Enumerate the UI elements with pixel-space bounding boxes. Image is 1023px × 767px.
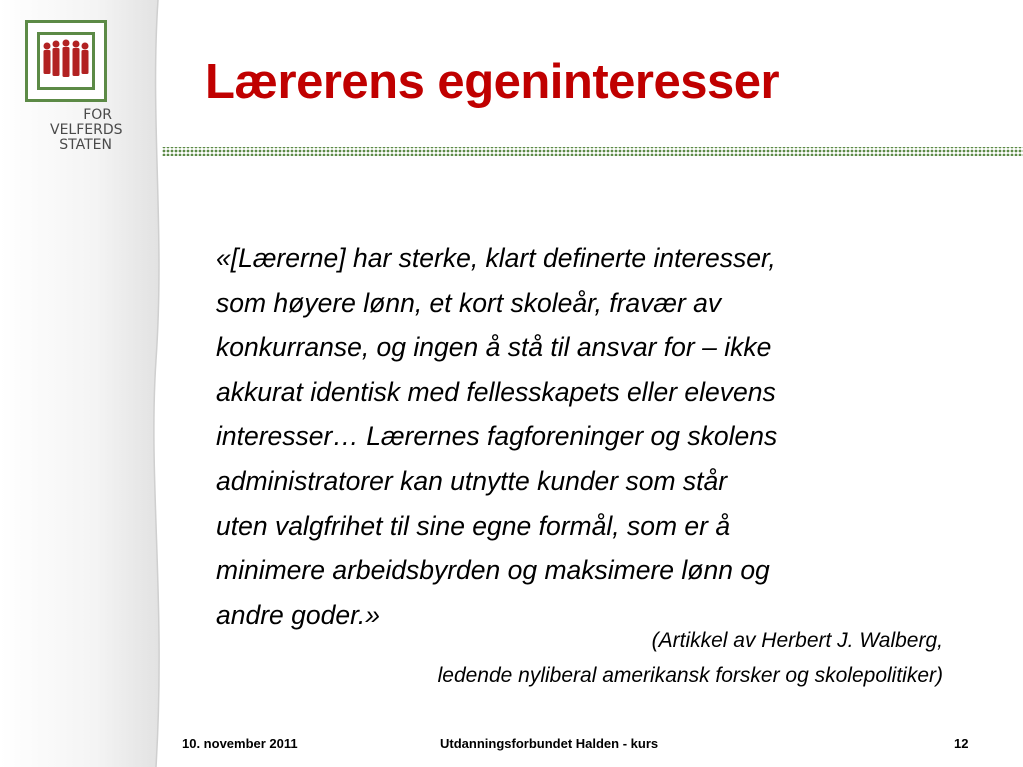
citation-line-1: (Artikkel av Herbert J. Walberg, xyxy=(651,629,943,652)
logo-text-line: VELFERDS xyxy=(50,122,123,138)
quote-line: «[Lærerne] har sterke, klart definerte interesser, xyxy=(216,243,776,273)
quote-line: administratorer kan utnytte kunder som står xyxy=(216,465,728,496)
citation-line-2: ledende nyliberal amerikansk forsker og skolepolitiker) xyxy=(437,664,943,687)
logo-text-line: FOR xyxy=(83,107,112,123)
logo-frame xyxy=(37,32,95,90)
slide-title: Lærerens egeninteresser xyxy=(205,55,780,109)
quote-line: minimere arbeidsbyrden og maksimere lønn og xyxy=(216,555,770,586)
quote-line: uten valgfrihet til sine egne formål, som er å xyxy=(216,510,731,541)
logo-text-line: STATEN xyxy=(59,137,112,153)
quote-line: akkurat identisk med fellesskapets eller elevens xyxy=(216,376,776,407)
quote-line: konkurranse, og ingen å stå til ansvar for – ikke xyxy=(216,332,772,363)
logo-text xyxy=(50,107,123,153)
footer-organization: Utdanningsforbundet Halden - kurs xyxy=(440,736,659,751)
quote-line: interesser… Lærernes fagforeninger og skolens xyxy=(216,421,778,452)
quote-text xyxy=(216,236,996,637)
people-group-icon xyxy=(40,35,92,87)
quote-line: som høyere lønn, et kort skoleår, fravær av xyxy=(216,287,722,318)
logo xyxy=(25,20,107,102)
footer-date: 10. november 2011 xyxy=(182,736,298,751)
dotted-divider xyxy=(162,145,1023,159)
quote-line: andre goder.» xyxy=(216,599,381,630)
footer-page-number: 12 xyxy=(954,736,969,751)
